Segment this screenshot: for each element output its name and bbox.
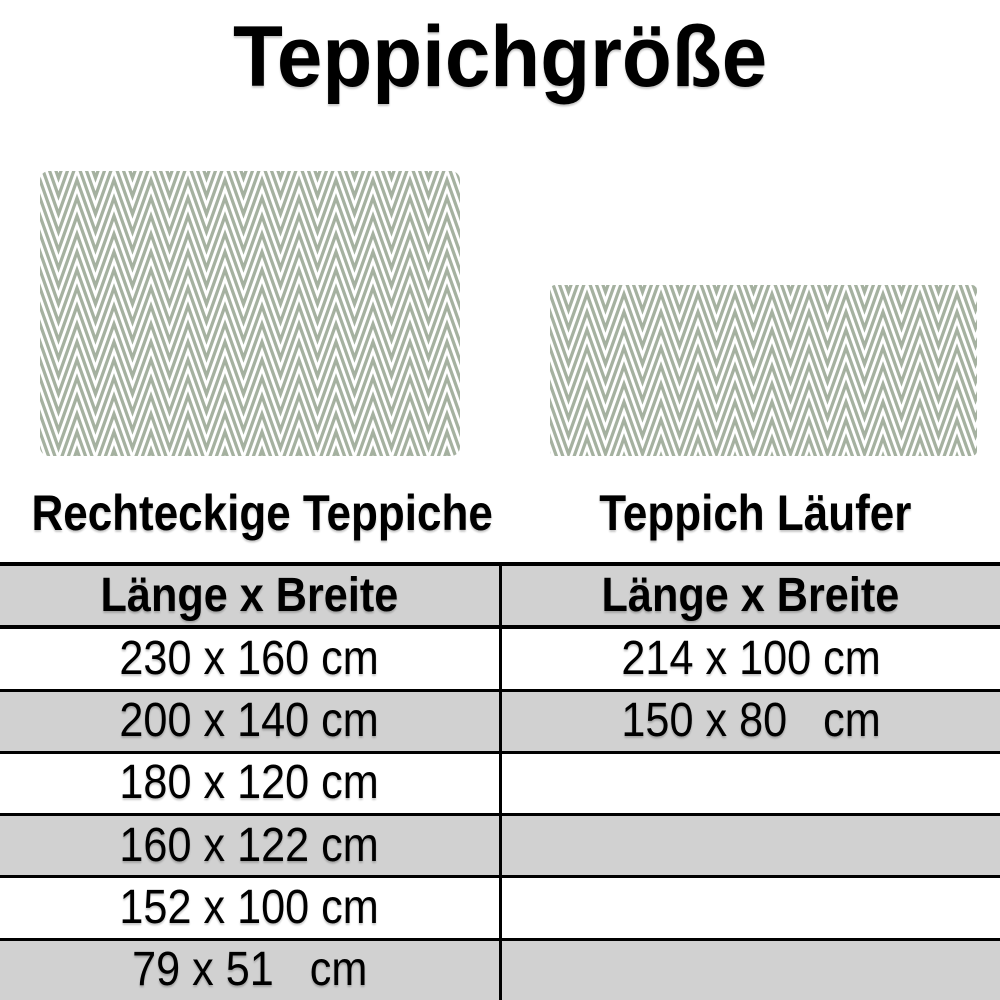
- table-row: [0, 692, 1000, 754]
- header-left-text: Länge x Breite: [100, 568, 399, 622]
- size-text: 152 x 100 cm: [119, 881, 379, 935]
- size-text: 180 x 120 cm: [119, 756, 379, 810]
- header-right-text: Länge x Breite: [601, 568, 900, 622]
- runner-rug-image: [550, 285, 977, 456]
- table-header-row: [0, 566, 1000, 629]
- size-cell-right: [502, 629, 1000, 688]
- size-text: 230 x 160 cm: [119, 631, 379, 685]
- table-row: [0, 878, 1000, 940]
- size-cell-left: [0, 816, 502, 875]
- size-cell-left: [0, 692, 502, 751]
- size-cell-right: [502, 692, 1000, 751]
- size-table: [0, 562, 1000, 1000]
- left-section-label-text: Rechteckige Teppiche: [31, 485, 493, 541]
- table-row: [0, 816, 1000, 878]
- size-text: 150 x 80 cm: [621, 694, 881, 748]
- table-row: [0, 941, 1000, 1000]
- size-cell-right: [502, 941, 1000, 1000]
- rectangular-rug-image: [40, 171, 460, 456]
- chevron-pattern-rug-runner: [550, 285, 977, 456]
- table-row: [0, 754, 1000, 816]
- size-cell-left: [0, 629, 502, 688]
- table-row: [0, 629, 1000, 691]
- header-cell-right: [502, 566, 1000, 625]
- left-section-label: [0, 486, 510, 541]
- size-text: 214 x 100 cm: [621, 631, 881, 685]
- right-section-label: [510, 486, 1000, 541]
- size-text: 160 x 122 cm: [119, 818, 379, 872]
- page-title: [0, 8, 1000, 107]
- chevron-pattern-rug-large: [40, 171, 460, 456]
- size-cell-left: [0, 941, 502, 1000]
- size-text: 200 x 140 cm: [119, 694, 379, 748]
- size-cell-right: [502, 878, 1000, 937]
- size-cell-left: [0, 754, 502, 813]
- page-title-text: Teppichgröße: [232, 9, 768, 105]
- header-cell-left: [0, 566, 502, 625]
- size-text: 79 x 51 cm: [131, 943, 367, 997]
- size-cell-left: [0, 878, 502, 937]
- size-cell-right: [502, 816, 1000, 875]
- right-section-label-text: Teppich Läufer: [598, 485, 912, 541]
- size-cell-right: [502, 754, 1000, 813]
